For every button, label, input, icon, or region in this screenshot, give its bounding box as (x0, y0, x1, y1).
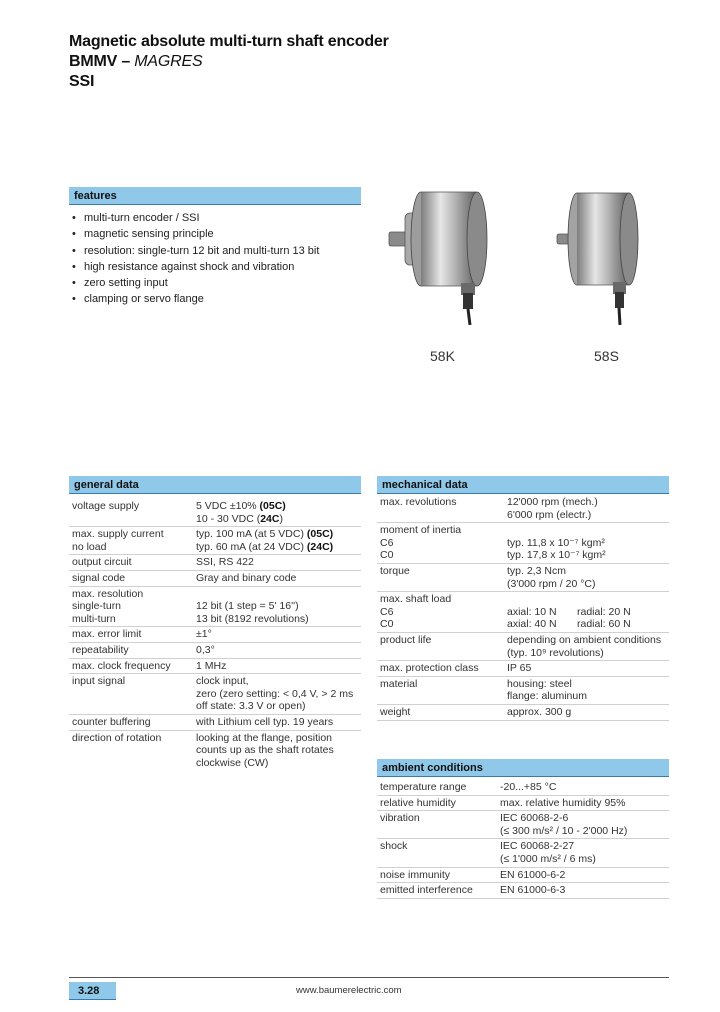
table-row: voltage supply 5 VDC ±10% (05C) 10 - 30 VDC (24C) (69, 499, 361, 527)
table-row: counter buffering with Lithium cell typ. 19 years (69, 714, 361, 730)
general-data-table (69, 499, 361, 770)
list-item: • resolution: single-turn 12 bit and multi-turn 13 bit (72, 243, 319, 259)
table-row: shock IEC 60068-2-27 (≤ 1'000 m/s² / 6 ms) (377, 839, 669, 867)
table-row: torque typ. 2,3 Ncm (3'000 rpm / 20 °C) (377, 563, 669, 591)
list-item: • clamping or servo flange (72, 291, 319, 307)
table-row: relative humidity max. relative humidity 95% (377, 795, 669, 811)
product-code: BMMV – (69, 53, 135, 70)
mechanical-data-header: mechanical data (377, 476, 669, 494)
table-row: max. error limit ±1° (69, 627, 361, 643)
features-header: features (69, 187, 361, 205)
ambient-conditions-table (377, 780, 669, 899)
mechanical-data-table (377, 495, 669, 721)
interface-type: SSI (69, 73, 95, 90)
table-row: max. revolutions 12'000 rpm (mech.) 6'000 rpm (electr.) (377, 495, 669, 523)
table-row: repeatability 0,3° (69, 642, 361, 658)
table-row: weight approx. 300 g (377, 704, 669, 720)
list-item: • zero setting input (72, 275, 319, 291)
footer-url[interactable]: www.baumerelectric.com (296, 985, 402, 996)
table-row: max. clock frequency 1 MHz (69, 658, 361, 674)
table-row: output circuit SSI, RS 422 (69, 555, 361, 571)
list-item: • high resistance against shock and vibration (72, 259, 319, 275)
table-row: noise immunity EN 61000-6-2 (377, 867, 669, 883)
title-block (69, 32, 389, 92)
table-row: max. shaft load C6 C0 axial: 10 N radial: 20 N axial: 40 N radial: 60 N (377, 592, 669, 633)
table-row: max. supply current no load typ. 100 mA (at 5 VDC) (05C) typ. 60 mA (at 24 VDC) (24C) (69, 527, 361, 555)
table-row: emitted interference EN 61000-6-3 (377, 883, 669, 899)
table-row: signal code Gray and binary code (69, 570, 361, 586)
general-data-header: general data (69, 476, 361, 494)
product-name (69, 52, 389, 72)
feature-list (72, 210, 319, 308)
table-row: material housing: steel flange: aluminum (377, 676, 669, 704)
page-number: 3.28 (69, 982, 116, 1000)
table-row: input signal clock input, zero (zero setting: < 0,4 V, > 2 ms off state: 3.3 V or open) (69, 674, 361, 715)
label-58k: 58K (430, 348, 455, 364)
page-title: Magnetic absolute multi-turn shaft encoder (69, 33, 389, 50)
list-item: • magnetic sensing principle (72, 226, 319, 242)
encoder-58s-image (555, 185, 645, 325)
table-row: max. protection class IP 65 (377, 661, 669, 677)
ambient-conditions-header: ambient conditions (377, 759, 669, 777)
footer-divider (69, 977, 669, 978)
table-row: temperature range -20...+85 °C (377, 780, 669, 795)
product-series: MAGRES (134, 53, 203, 70)
label-58s: 58S (594, 348, 619, 364)
table-row: moment of inertia C6 C0 typ. 11,8 x 10⁻⁷ kgm² typ. 17,8 x 10⁻⁷ kgm² (377, 523, 669, 564)
table-row: vibration IEC 60068-2-6 (≤ 300 m/s² / 10 - 2'000 Hz) (377, 811, 669, 839)
table-row: direction of rotation looking at the flange, position counts up as the shaft rotates clockwise (CW) (72, 731, 334, 769)
table-row: max. resolution single-turn multi-turn 12 bit (1 step = 5' 16'') 13 bit (8192 revolutions) (69, 586, 361, 627)
table-row: product life depending on ambient conditions (typ. 10⁹ revolutions) (377, 632, 669, 660)
list-item: • multi-turn encoder / SSI (72, 210, 319, 226)
encoder-58k-image (385, 185, 490, 325)
